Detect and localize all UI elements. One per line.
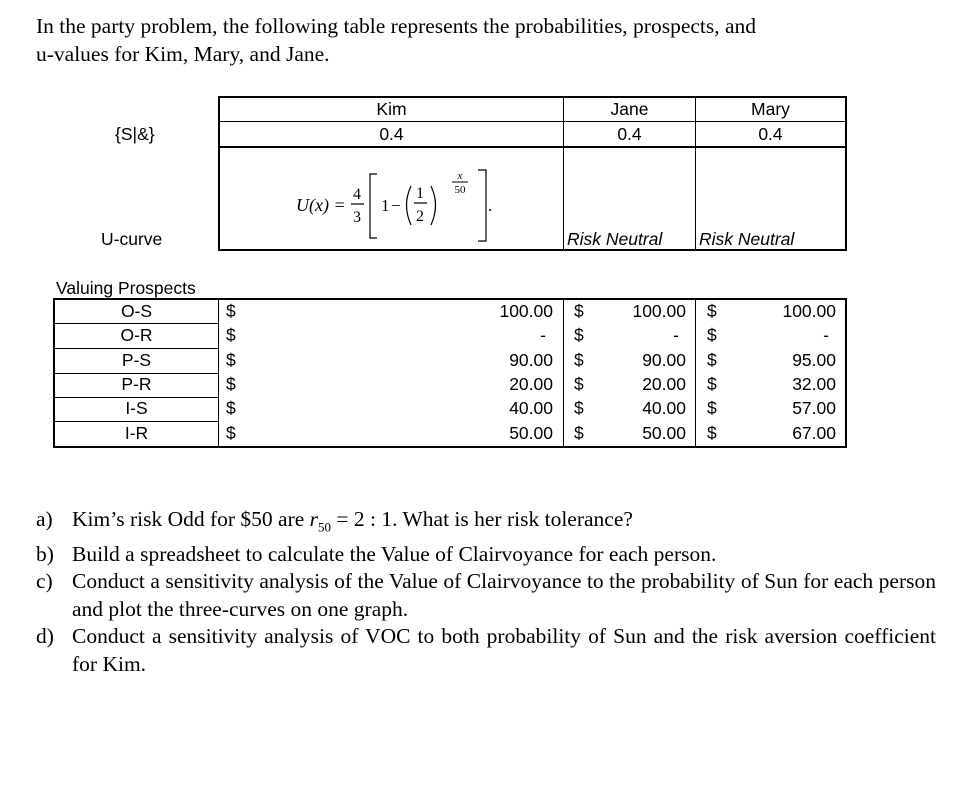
kim-value: 90.00 bbox=[509, 350, 553, 370]
formula-half-den: 2 bbox=[416, 208, 424, 225]
right-bracket bbox=[478, 170, 486, 241]
jane-probability: 0.4 bbox=[617, 124, 642, 144]
prospects-label-divider bbox=[218, 298, 219, 448]
prospect-label: P-R bbox=[121, 374, 152, 394]
question-b-text: Build a spreadsheet to calculate the Value of Clairvoyance for each person. bbox=[72, 541, 717, 566]
prospects-bottom-border bbox=[53, 446, 847, 448]
jane-value: 40.00 bbox=[642, 398, 686, 418]
jane-header: Jane bbox=[610, 99, 649, 119]
jane-currency: $ bbox=[574, 325, 584, 345]
kim-currency: $ bbox=[226, 350, 236, 370]
prospect-label: O-S bbox=[120, 301, 153, 321]
prospects-divider-1 bbox=[563, 298, 564, 448]
mary-value: 57.00 bbox=[792, 398, 836, 418]
kim-probability: 0.4 bbox=[379, 124, 404, 144]
mary-header: Mary bbox=[751, 99, 790, 119]
mary-currency: $ bbox=[707, 350, 717, 370]
mary-currency: $ bbox=[707, 374, 717, 394]
left-paren bbox=[407, 186, 412, 225]
grid-right-border bbox=[845, 96, 847, 251]
kim-currency: $ bbox=[226, 325, 236, 345]
question-c bbox=[36, 568, 936, 623]
mary-currency: $ bbox=[707, 301, 717, 321]
row-label-ucurve: U-curve bbox=[101, 229, 163, 249]
question-list bbox=[36, 506, 936, 678]
intro-line-1: In the party problem, the following table represents the probabilities, prospects, and bbox=[36, 14, 757, 38]
question-d-text: Conduct a sensitivity analysis of VOC to both probability of Sun and the risk aversion coefficient for Kim. bbox=[72, 624, 936, 676]
question-c-label: c) bbox=[36, 569, 53, 594]
question-d bbox=[36, 623, 936, 678]
prospect-label: P-S bbox=[121, 350, 152, 370]
jane-value: 100.00 bbox=[632, 301, 686, 321]
left-bracket bbox=[370, 174, 377, 238]
mary-probability: 0.4 bbox=[758, 124, 783, 144]
question-a-label: a) bbox=[36, 507, 53, 531]
mary-value: 67.00 bbox=[792, 423, 836, 443]
mary-currency: $ bbox=[707, 398, 717, 418]
jane-currency: $ bbox=[574, 350, 584, 370]
mary-value: - bbox=[823, 325, 829, 345]
prospects-right-border bbox=[845, 298, 847, 448]
kim-value: 40.00 bbox=[509, 398, 553, 418]
row-label-probability: {S|&} bbox=[115, 124, 155, 144]
question-b bbox=[36, 541, 936, 569]
kim-header: Kim bbox=[376, 99, 407, 119]
mary-value: 100.00 bbox=[782, 301, 836, 321]
prospect-label: I-S bbox=[125, 398, 148, 418]
question-c-text: Conduct a sensitivity analysis of the Value of Clairvoyance to the probability of Sun for each person and plot the three-curves on one graph. bbox=[72, 569, 936, 621]
kim-value: 100.00 bbox=[499, 301, 553, 321]
question-b-label: b) bbox=[36, 541, 54, 566]
jane-value: 50.00 bbox=[642, 423, 686, 443]
formula-lhs: U(x) = bbox=[296, 195, 346, 215]
formula-period: . bbox=[488, 196, 493, 215]
jane-ucurve: Risk Neutral bbox=[567, 229, 663, 249]
kim-utility-formula bbox=[280, 160, 540, 245]
formula-exponent-num: x bbox=[457, 170, 463, 182]
right-paren bbox=[431, 186, 436, 225]
formula-half-num: 1 bbox=[416, 185, 424, 202]
kim-currency: $ bbox=[226, 423, 236, 443]
header-bottom-border bbox=[218, 146, 847, 148]
valuing-prospects-title: Valuing Prospects bbox=[56, 278, 196, 298]
question-a-text-before: Kim’s risk Odd for $50 are bbox=[72, 507, 310, 531]
formula-denominator: 3 bbox=[353, 209, 361, 226]
kim-currency: $ bbox=[226, 301, 236, 321]
mary-value: 95.00 bbox=[792, 350, 836, 370]
question-a-text-after: = 2 : 1. What is her risk tolerance? bbox=[331, 507, 633, 531]
formula-numerator: 4 bbox=[353, 186, 361, 203]
question-a bbox=[36, 506, 936, 541]
kim-currency: $ bbox=[226, 374, 236, 394]
kim-currency: $ bbox=[226, 398, 236, 418]
jane-value: 20.00 bbox=[642, 374, 686, 394]
jane-value: 90.00 bbox=[642, 350, 686, 370]
kim-value: - bbox=[540, 325, 546, 345]
formula-one: 1 bbox=[381, 196, 390, 215]
intro-line-2: u-values for Kim, Mary, and Jane. bbox=[36, 42, 330, 66]
jane-currency: $ bbox=[574, 398, 584, 418]
jane-currency: $ bbox=[574, 301, 584, 321]
jane-currency: $ bbox=[574, 423, 584, 443]
header-mid-border bbox=[218, 121, 847, 122]
question-a-r-subscript: 50 bbox=[318, 519, 332, 535]
formula-exponent-den: 50 bbox=[454, 184, 466, 196]
question-d-label: d) bbox=[36, 624, 54, 649]
mary-value: 32.00 bbox=[792, 374, 836, 394]
kim-value: 50.00 bbox=[509, 423, 553, 443]
mary-currency: $ bbox=[707, 325, 717, 345]
prospect-label: I-R bbox=[124, 423, 149, 443]
mary-currency: $ bbox=[707, 423, 717, 443]
question-a-r: r bbox=[309, 507, 319, 531]
jane-value: - bbox=[673, 325, 679, 345]
formula-minus: − bbox=[391, 196, 401, 215]
prospect-label: O-R bbox=[120, 325, 153, 345]
jane-currency: $ bbox=[574, 374, 584, 394]
mary-ucurve: Risk Neutral bbox=[699, 229, 795, 249]
prospects-divider-2 bbox=[695, 298, 696, 448]
kim-value: 20.00 bbox=[509, 374, 553, 394]
